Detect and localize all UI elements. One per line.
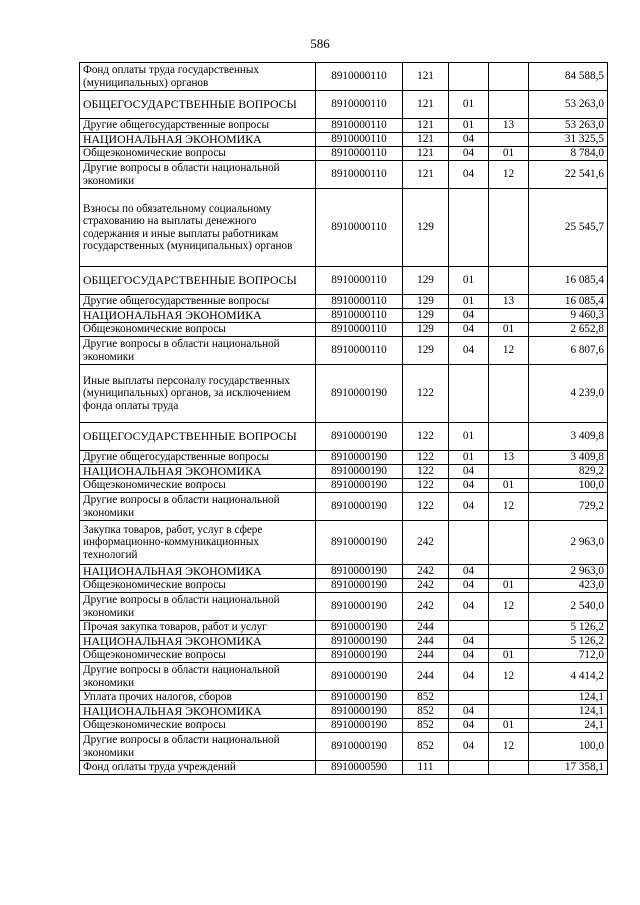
cell-target-article: 8910000190: [316, 691, 403, 705]
cell-section: 04: [449, 579, 489, 593]
cell-target-article: 8910000190: [316, 649, 403, 663]
cell-expense-type: 129: [403, 309, 449, 323]
cell-expense-type: 244: [403, 621, 449, 635]
cell-target-article: 8910000110: [316, 133, 403, 147]
cell-section: 01: [449, 295, 489, 309]
cell-subsection: 01: [489, 579, 529, 593]
table-row: [80, 593, 608, 621]
cell-name: НАЦИОНАЛЬНАЯ ЭКОНОМИКА: [80, 705, 316, 719]
cell-target-article: 8910000190: [316, 365, 403, 423]
cell-name: Общеэкономические вопросы: [80, 579, 316, 593]
cell-amount: 84 588,5: [529, 63, 608, 91]
cell-section: 04: [449, 465, 489, 479]
cell-expense-type: 129: [403, 323, 449, 337]
cell-amount: 4 414,2: [529, 663, 608, 691]
cell-name: Уплата прочих налогов, сборов: [80, 691, 316, 705]
cell-section: 04: [449, 663, 489, 691]
table-row: [80, 63, 608, 91]
cell-name: НАЦИОНАЛЬНАЯ ЭКОНОМИКА: [80, 635, 316, 649]
cell-amount: 829,2: [529, 465, 608, 479]
cell-subsection: [489, 761, 529, 775]
table-row: [80, 579, 608, 593]
cell-expense-type: 242: [403, 521, 449, 565]
cell-amount: 24,1: [529, 719, 608, 733]
cell-expense-type: 852: [403, 733, 449, 761]
table-row: [80, 621, 608, 635]
cell-target-article: 8910000110: [316, 295, 403, 309]
table-row: [80, 663, 608, 691]
table-row: [80, 119, 608, 133]
cell-target-article: 8910000190: [316, 593, 403, 621]
cell-name: Другие вопросы в области национальной экономики: [80, 593, 316, 621]
cell-expense-type: 111: [403, 761, 449, 775]
cell-expense-type: 122: [403, 493, 449, 521]
cell-target-article: 8910000190: [316, 733, 403, 761]
cell-subsection: 01: [489, 147, 529, 161]
cell-section: 04: [449, 147, 489, 161]
cell-section: 04: [449, 161, 489, 189]
cell-target-article: 8910000190: [316, 663, 403, 691]
cell-expense-type: 121: [403, 133, 449, 147]
cell-target-article: 8910000590: [316, 761, 403, 775]
table-row: [80, 635, 608, 649]
cell-section: 01: [449, 451, 489, 465]
cell-target-article: 8910000110: [316, 63, 403, 91]
cell-target-article: 8910000190: [316, 719, 403, 733]
cell-target-article: 8910000190: [316, 465, 403, 479]
cell-expense-type: 122: [403, 451, 449, 465]
cell-name: Другие общегосударственные вопросы: [80, 119, 316, 133]
cell-amount: 8 784,0: [529, 147, 608, 161]
cell-target-article: 8910000190: [316, 479, 403, 493]
cell-expense-type: 121: [403, 91, 449, 119]
cell-target-article: 8910000110: [316, 189, 403, 267]
cell-subsection: [489, 63, 529, 91]
table-row: [80, 479, 608, 493]
cell-expense-type: 129: [403, 267, 449, 295]
cell-amount: 4 239,0: [529, 365, 608, 423]
cell-expense-type: 122: [403, 423, 449, 451]
cell-name: Фонд оплаты труда учреждений: [80, 761, 316, 775]
cell-section: 04: [449, 705, 489, 719]
cell-section: [449, 189, 489, 267]
cell-subsection: 12: [489, 663, 529, 691]
cell-name: Другие вопросы в области национальной экономики: [80, 733, 316, 761]
cell-subsection: [489, 365, 529, 423]
cell-target-article: 8910000190: [316, 565, 403, 579]
cell-target-article: 8910000110: [316, 147, 403, 161]
cell-name: Иные выплаты персоналу государственных (муниципальных) органов, за исключением фонда оплаты труда: [80, 365, 316, 423]
cell-amount: 17 358,1: [529, 761, 608, 775]
cell-target-article: 8910000110: [316, 91, 403, 119]
cell-section: [449, 63, 489, 91]
cell-subsection: 01: [489, 323, 529, 337]
cell-section: 04: [449, 323, 489, 337]
cell-section: 04: [449, 565, 489, 579]
table-row: [80, 649, 608, 663]
cell-expense-type: 244: [403, 635, 449, 649]
cell-target-article: 8910000190: [316, 579, 403, 593]
table-row: [80, 133, 608, 147]
cell-subsection: [489, 91, 529, 119]
cell-target-article: 8910000190: [316, 451, 403, 465]
cell-amount: 9 460,3: [529, 309, 608, 323]
cell-subsection: [489, 521, 529, 565]
cell-section: 04: [449, 309, 489, 323]
cell-amount: 25 545,7: [529, 189, 608, 267]
cell-expense-type: 242: [403, 565, 449, 579]
cell-target-article: 8910000190: [316, 621, 403, 635]
table-row: [80, 337, 608, 365]
cell-subsection: [489, 691, 529, 705]
table-row: [80, 295, 608, 309]
cell-name: ОБЩЕГОСУДАРСТВЕННЫЕ ВОПРОСЫ: [80, 423, 316, 451]
table-row: [80, 691, 608, 705]
cell-section: [449, 691, 489, 705]
cell-expense-type: 244: [403, 649, 449, 663]
table-row: [80, 705, 608, 719]
cell-name: Общеэкономические вопросы: [80, 147, 316, 161]
cell-name: НАЦИОНАЛЬНАЯ ЭКОНОМИКА: [80, 309, 316, 323]
cell-amount: 3 409,8: [529, 451, 608, 465]
cell-expense-type: 129: [403, 189, 449, 267]
cell-section: [449, 521, 489, 565]
cell-expense-type: 129: [403, 295, 449, 309]
cell-subsection: 01: [489, 649, 529, 663]
cell-section: 01: [449, 423, 489, 451]
table-row: [80, 451, 608, 465]
cell-amount: 53 263,0: [529, 119, 608, 133]
cell-subsection: 12: [489, 593, 529, 621]
cell-subsection: 12: [489, 161, 529, 189]
budget-table: [79, 62, 608, 775]
cell-amount: 712,0: [529, 649, 608, 663]
table-row: [80, 267, 608, 295]
cell-section: [449, 621, 489, 635]
cell-subsection: 12: [489, 337, 529, 365]
cell-expense-type: 121: [403, 161, 449, 189]
cell-expense-type: 121: [403, 119, 449, 133]
cell-section: [449, 365, 489, 423]
cell-subsection: 01: [489, 719, 529, 733]
cell-subsection: [489, 133, 529, 147]
cell-section: 04: [449, 493, 489, 521]
cell-target-article: 8910000190: [316, 705, 403, 719]
cell-section: 04: [449, 593, 489, 621]
cell-amount: 124,1: [529, 705, 608, 719]
cell-subsection: 12: [489, 493, 529, 521]
cell-section: [449, 761, 489, 775]
table-row: [80, 761, 608, 775]
cell-amount: 16 085,4: [529, 295, 608, 309]
cell-section: 04: [449, 337, 489, 365]
cell-expense-type: 242: [403, 579, 449, 593]
cell-subsection: [489, 621, 529, 635]
cell-section: 04: [449, 635, 489, 649]
cell-expense-type: 121: [403, 147, 449, 161]
cell-amount: 2 652,8: [529, 323, 608, 337]
cell-name: Закупка товаров, работ, услуг в сфере информационно-коммуникационных технологий: [80, 521, 316, 565]
cell-name: Другие вопросы в области национальной экономики: [80, 337, 316, 365]
table-row: [80, 733, 608, 761]
cell-subsection: [489, 565, 529, 579]
table-row: [80, 91, 608, 119]
cell-section: 04: [449, 133, 489, 147]
cell-subsection: 13: [489, 119, 529, 133]
table-row: [80, 161, 608, 189]
cell-amount: 729,2: [529, 493, 608, 521]
cell-target-article: 8910000110: [316, 119, 403, 133]
cell-section: 01: [449, 267, 489, 295]
cell-amount: 53 263,0: [529, 91, 608, 119]
cell-expense-type: 122: [403, 479, 449, 493]
cell-name: Взносы по обязательному социальному страхованию на выплаты денежного содержания и иные выплаты работникам государственных (муниципальных) органов: [80, 189, 316, 267]
cell-target-article: 8910000190: [316, 493, 403, 521]
cell-target-article: 8910000110: [316, 161, 403, 189]
cell-amount: 6 807,6: [529, 337, 608, 365]
cell-name: Другие общегосударственные вопросы: [80, 295, 316, 309]
cell-name: Другие вопросы в области национальной экономики: [80, 161, 316, 189]
cell-amount: 31 325,5: [529, 133, 608, 147]
table-row: [80, 719, 608, 733]
cell-subsection: [489, 635, 529, 649]
cell-amount: 2 963,0: [529, 521, 608, 565]
cell-section: 04: [449, 719, 489, 733]
table-row: [80, 423, 608, 451]
cell-amount: 5 126,2: [529, 621, 608, 635]
page-number: 586: [310, 36, 330, 51]
table-row: [80, 465, 608, 479]
table-row: [80, 189, 608, 267]
cell-subsection: [489, 465, 529, 479]
cell-amount: 100,0: [529, 733, 608, 761]
cell-amount: 2 540,0: [529, 593, 608, 621]
cell-name: Прочая закупка товаров, работ и услуг: [80, 621, 316, 635]
cell-name: Другие вопросы в области национальной экономики: [80, 493, 316, 521]
cell-expense-type: 244: [403, 663, 449, 691]
cell-target-article: 8910000190: [316, 521, 403, 565]
cell-amount: 22 541,6: [529, 161, 608, 189]
cell-target-article: 8910000190: [316, 423, 403, 451]
cell-subsection: [489, 423, 529, 451]
cell-expense-type: 129: [403, 337, 449, 365]
cell-subsection: 01: [489, 479, 529, 493]
cell-amount: 423,0: [529, 579, 608, 593]
cell-amount: 124,1: [529, 691, 608, 705]
budget-table-body: [80, 63, 608, 775]
cell-name: НАЦИОНАЛЬНАЯ ЭКОНОМИКА: [80, 465, 316, 479]
cell-name: Другие вопросы в области национальной экономики: [80, 663, 316, 691]
table-row: [80, 493, 608, 521]
cell-name: НАЦИОНАЛЬНАЯ ЭКОНОМИКА: [80, 133, 316, 147]
cell-amount: 3 409,8: [529, 423, 608, 451]
cell-expense-type: 122: [403, 465, 449, 479]
cell-amount: 16 085,4: [529, 267, 608, 295]
cell-expense-type: 852: [403, 719, 449, 733]
cell-target-article: 8910000110: [316, 323, 403, 337]
cell-section: 04: [449, 733, 489, 761]
cell-name: ОБЩЕГОСУДАРСТВЕННЫЕ ВОПРОСЫ: [80, 267, 316, 295]
cell-subsection: 12: [489, 733, 529, 761]
cell-target-article: 8910000190: [316, 635, 403, 649]
table-row: [80, 521, 608, 565]
cell-name: Общеэкономические вопросы: [80, 479, 316, 493]
table-row: [80, 365, 608, 423]
cell-target-article: 8910000110: [316, 337, 403, 365]
cell-subsection: [489, 705, 529, 719]
cell-expense-type: 242: [403, 593, 449, 621]
cell-name: Общеэкономические вопросы: [80, 719, 316, 733]
table-row: [80, 147, 608, 161]
cell-name: НАЦИОНАЛЬНАЯ ЭКОНОМИКА: [80, 565, 316, 579]
cell-name: Общеэкономические вопросы: [80, 649, 316, 663]
cell-amount: 2 963,0: [529, 565, 608, 579]
cell-name: Фонд оплаты труда государственных (муниципальных) органов: [80, 63, 316, 91]
cell-target-article: 8910000110: [316, 309, 403, 323]
cell-name: Общеэкономические вопросы: [80, 323, 316, 337]
cell-section: 04: [449, 649, 489, 663]
cell-amount: 5 126,2: [529, 635, 608, 649]
cell-subsection: [489, 267, 529, 295]
cell-name: ОБЩЕГОСУДАРСТВЕННЫЕ ВОПРОСЫ: [80, 91, 316, 119]
table-row: [80, 323, 608, 337]
table-row: [80, 565, 608, 579]
cell-expense-type: 122: [403, 365, 449, 423]
cell-expense-type: 121: [403, 63, 449, 91]
cell-section: 01: [449, 91, 489, 119]
cell-section: 04: [449, 479, 489, 493]
cell-subsection: 13: [489, 295, 529, 309]
cell-subsection: 13: [489, 451, 529, 465]
cell-amount: 100,0: [529, 479, 608, 493]
cell-expense-type: 852: [403, 705, 449, 719]
table-row: [80, 309, 608, 323]
cell-name: Другие общегосударственные вопросы: [80, 451, 316, 465]
cell-subsection: [489, 309, 529, 323]
cell-expense-type: 852: [403, 691, 449, 705]
cell-section: 01: [449, 119, 489, 133]
cell-subsection: [489, 189, 529, 267]
cell-target-article: 8910000110: [316, 267, 403, 295]
